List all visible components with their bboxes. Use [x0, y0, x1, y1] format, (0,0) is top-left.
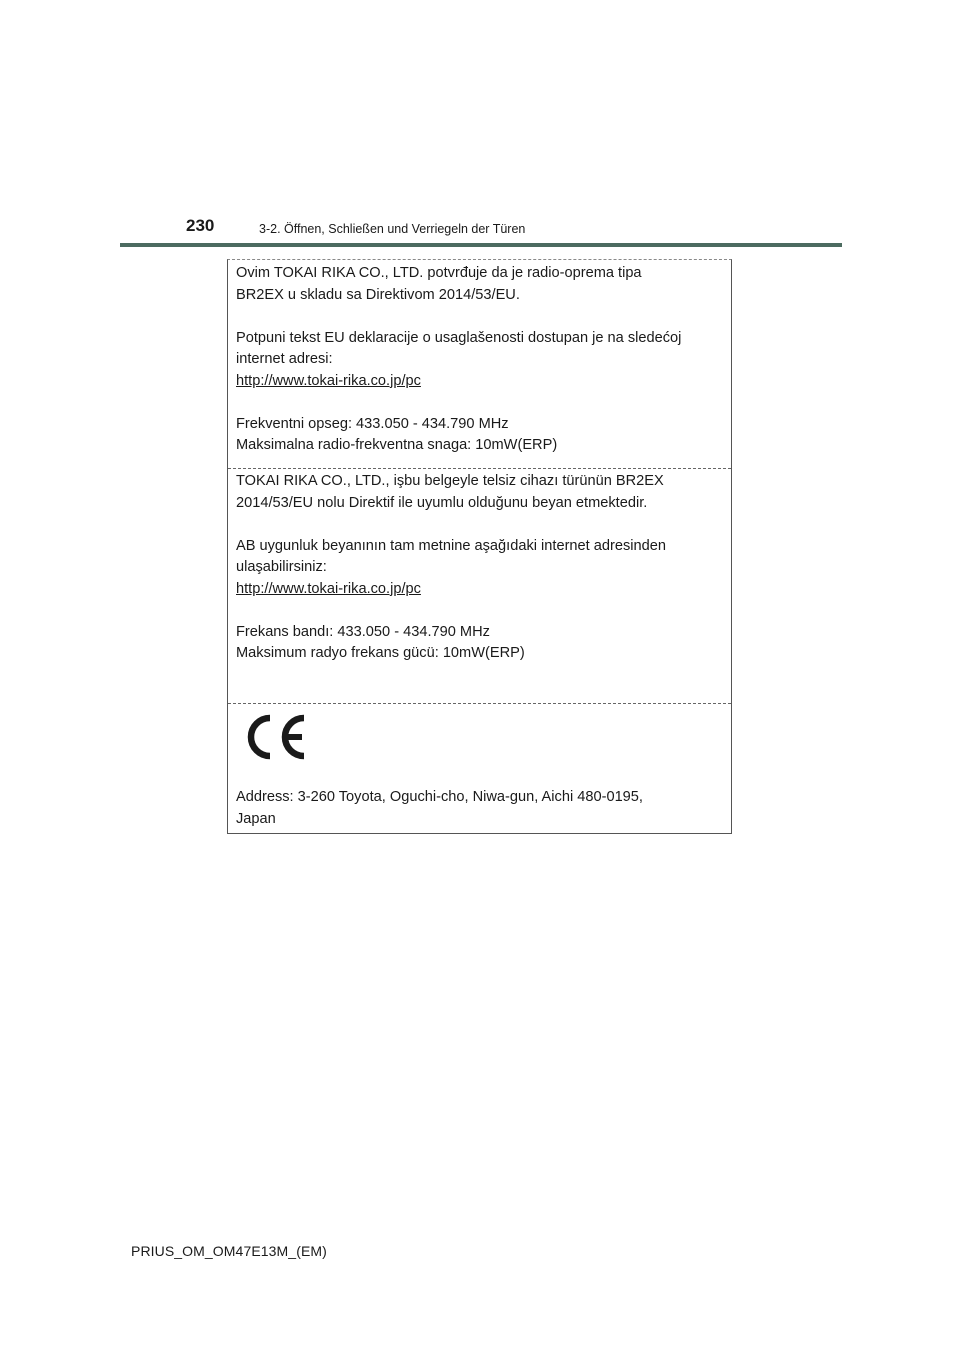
section-divider	[228, 703, 731, 704]
turkish-section	[228, 471, 731, 665]
turkish-link[interactable]: http://www.tokai-rika.co.jp/pc	[236, 580, 421, 597]
ce-mark-icon	[242, 712, 312, 762]
manufacturer-address: Address: 3-260 Toyota, Oguchi-cho, Niwa-gun, Aichi 480-0195, Japan	[236, 789, 643, 827]
section-divider	[228, 468, 731, 469]
turkish-frequency-band: Frekans bandı: 433.050 - 434.790 MHz	[236, 623, 490, 640]
croatian-full-text-info: Potpuni tekst EU deklaracije o usaglašenosti dostupan je na sledećoj internet adresi: http://www.tokai-rika.co.jp/pc	[236, 328, 723, 393]
croatian-max-power: Maksimalna radio-frekventna snaga: 10mW(ERP)	[236, 437, 558, 453]
turkish-max-power: Maksimum radyo frekans gücü: 10mW(ERP)	[236, 645, 525, 661]
croatian-frequency-band: Frekventni opseg: 433.050 - 434.790 MHz	[236, 415, 509, 432]
croatian-link[interactable]: http://www.tokai-rika.co.jp/pc	[236, 372, 421, 389]
turkish-full-text-info: AB uygunluk beyanının tam metnine aşağıdaki internet adresinden ulaşabilirsiniz: http://www.tokai-rika.co.jp/pc	[236, 536, 723, 601]
address-section	[228, 708, 731, 830]
croatian-section	[228, 263, 731, 457]
page-number: 230	[186, 216, 215, 235]
document-code: PRIUS_OM_OM47E13M_(EM)	[131, 1243, 327, 1259]
turkish-specs	[236, 622, 723, 665]
croatian-specs	[236, 414, 723, 457]
turkish-declaration: TOKAI RIKA CO., LTD., işbu belgeyle telsiz cihazı türünün BR2EX 2014/53/EU nolu Direktif ile uyumlu olduğunu beyan etmektedir.	[236, 473, 664, 511]
declaration-box	[227, 259, 732, 834]
croatian-declaration: Ovim TOKAI RIKA CO., LTD. potvrđuje da je radio-oprema tipa BR2EX u skladu sa Direktivom 2014/53/EU.	[236, 265, 642, 303]
section-title: 3-2. Öffnen, Schließen und Verriegeln der Türen	[259, 222, 526, 236]
header-rule	[120, 243, 842, 247]
